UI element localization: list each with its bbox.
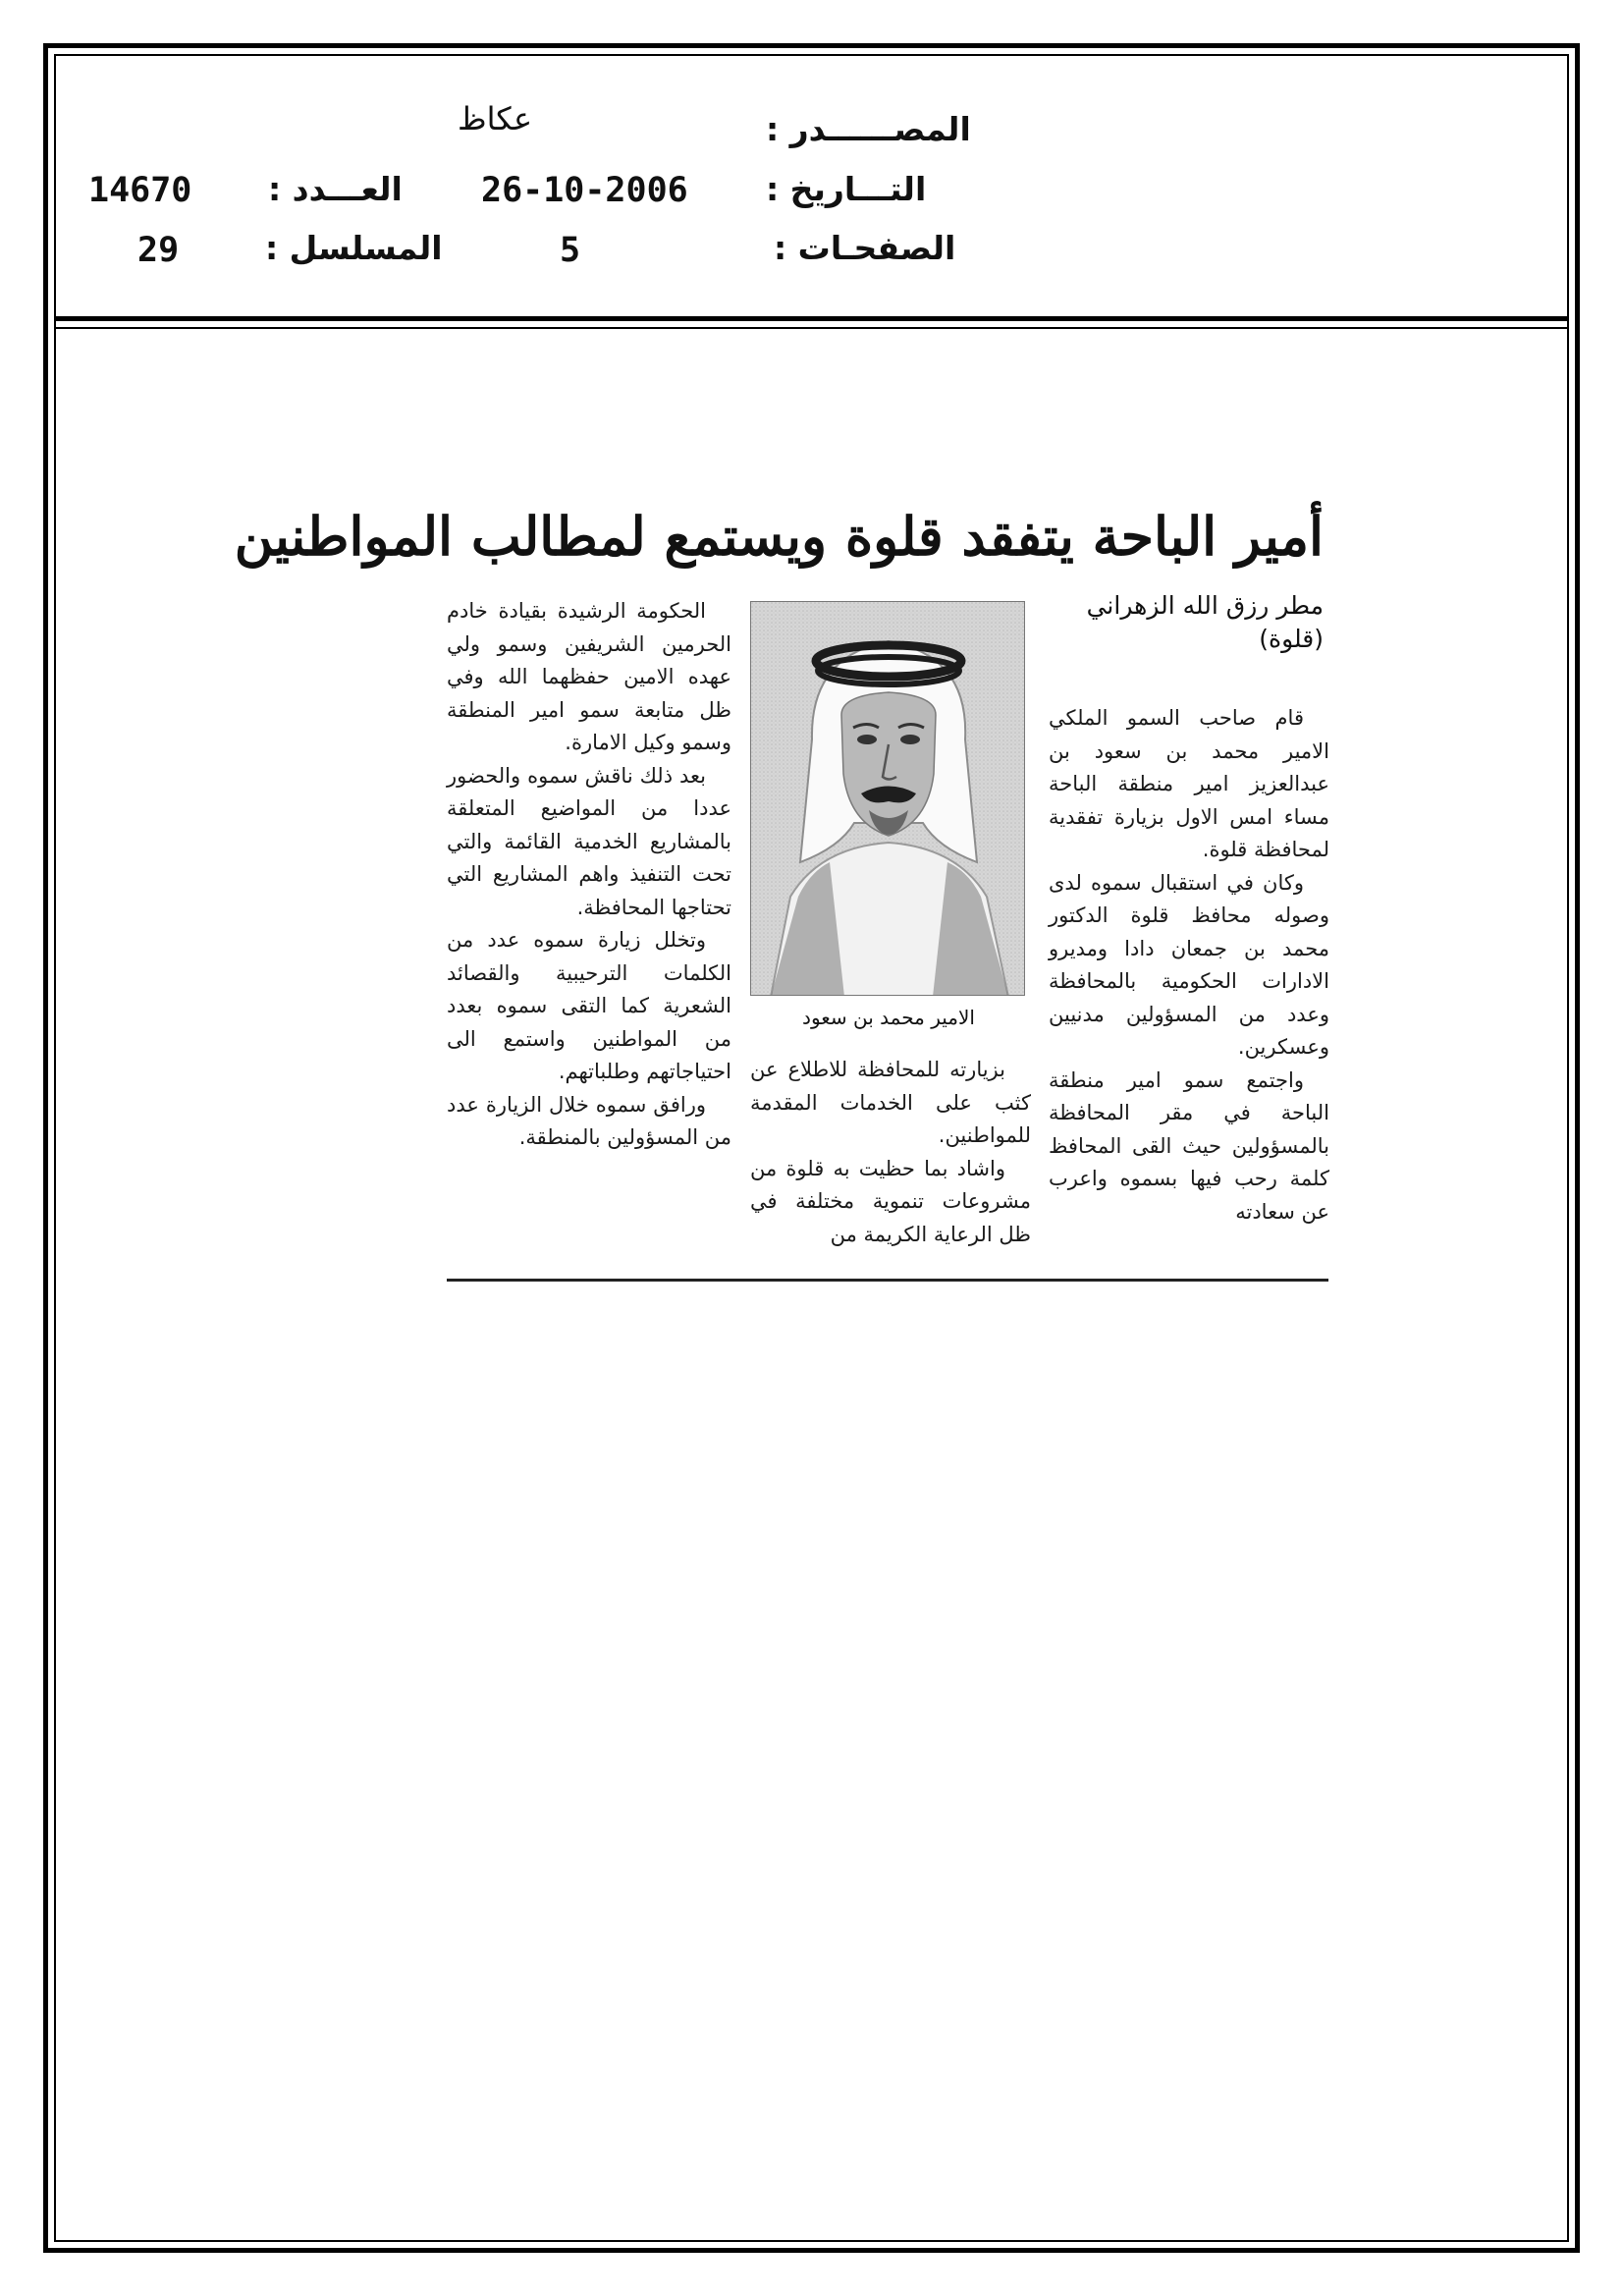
article-column-middle [750, 1054, 1031, 1251]
issue-value: 14670 [88, 171, 192, 210]
serial-value: 29 [137, 231, 180, 270]
article-column-right [1049, 702, 1329, 1229]
paragraph: الحكومة الرشيدة بقيادة خادم الحرمين الشريفين وسمو ولي عهده الامين حفظهما الله وفي ظل متابعة سمو امير المنطقة وسمو وكيل الامارة. [447, 599, 731, 754]
article-headline: أمير الباحة يتفقد قلوة ويستمع لمطالب المواطنين [234, 505, 1324, 568]
paragraph: ورافق سموه خلال الزيارة عدد من المسؤولين بالمنطقة. [447, 1092, 731, 1149]
pages-label: الصفحـات : [774, 229, 956, 267]
paragraph: واشاد بما حظيت به قلوة من مشروعات تنموية مختلفة في ظل الرعاية الكريمة من [750, 1156, 1031, 1246]
article-bottom-rule [447, 1279, 1328, 1282]
source-label: المصــــــدر : [766, 110, 971, 148]
paragraph: واجتمع سمو امير منطقة الباحة في مقر المحافظة بالمسؤولين حيث القى المحافظ كلمة رحب فيها بسموه واعرب عن سعادته [1049, 1067, 1329, 1224]
paragraph: وكان في استقبال سموه لدى وصوله محافظ قلوة الدكتور محمد بن جمعان دادا ومديرو الادارات الحكومية بالمحافظة وعدد من المسؤولين مدنيين وعسكرين. [1049, 870, 1329, 1059]
issue-label: العـــدد : [268, 170, 403, 208]
pages-value: 5 [560, 231, 581, 270]
byline-author: مطر رزق الله الزهراني [1086, 591, 1324, 620]
article-byline [1068, 589, 1324, 656]
article-column-left [447, 595, 731, 1155]
header-divider-thin [54, 327, 1569, 329]
header-divider-thick [54, 316, 1569, 321]
paragraph: قام صاحب السمو الملكي الامير محمد بن سعود بن عبدالعزيز امير منطقة الباحة مساء امس الاول بزيارة تفقدية لمحافظة قلوة. [1049, 706, 1329, 861]
source-value: عكاظ [458, 100, 533, 137]
portrait-photo-illustration [751, 602, 1025, 996]
photo-caption: الامير محمد بن سعود [802, 1006, 975, 1029]
byline-location: (قلوة) [1259, 625, 1324, 653]
serial-label: المسلسل : [265, 229, 443, 267]
paragraph: بعد ذلك ناقش سموه والحضور عددا من المواضيع المتعلقة بالمشاريع الخدمية القائمة والتي تحت التنفيذ واهم المشاريع التي تحتاجها المحافظة. [447, 763, 731, 919]
date-label: التـــاريخ : [766, 170, 927, 208]
article-photo [750, 601, 1025, 996]
paragraph: بزيارته للمحافظة للاطلاع عن كثب على الخدمات المقدمة للمواطنين. [750, 1058, 1031, 1147]
date-value: 26-10-2006 [481, 171, 688, 210]
paragraph: وتخلل زيارة سموه عدد من الكلمات الترحيبية والقصائد الشعرية كما التقى سموه بعدد من المواطنين واستمع الى احتياجاتهم وطلباتهم. [447, 928, 731, 1083]
